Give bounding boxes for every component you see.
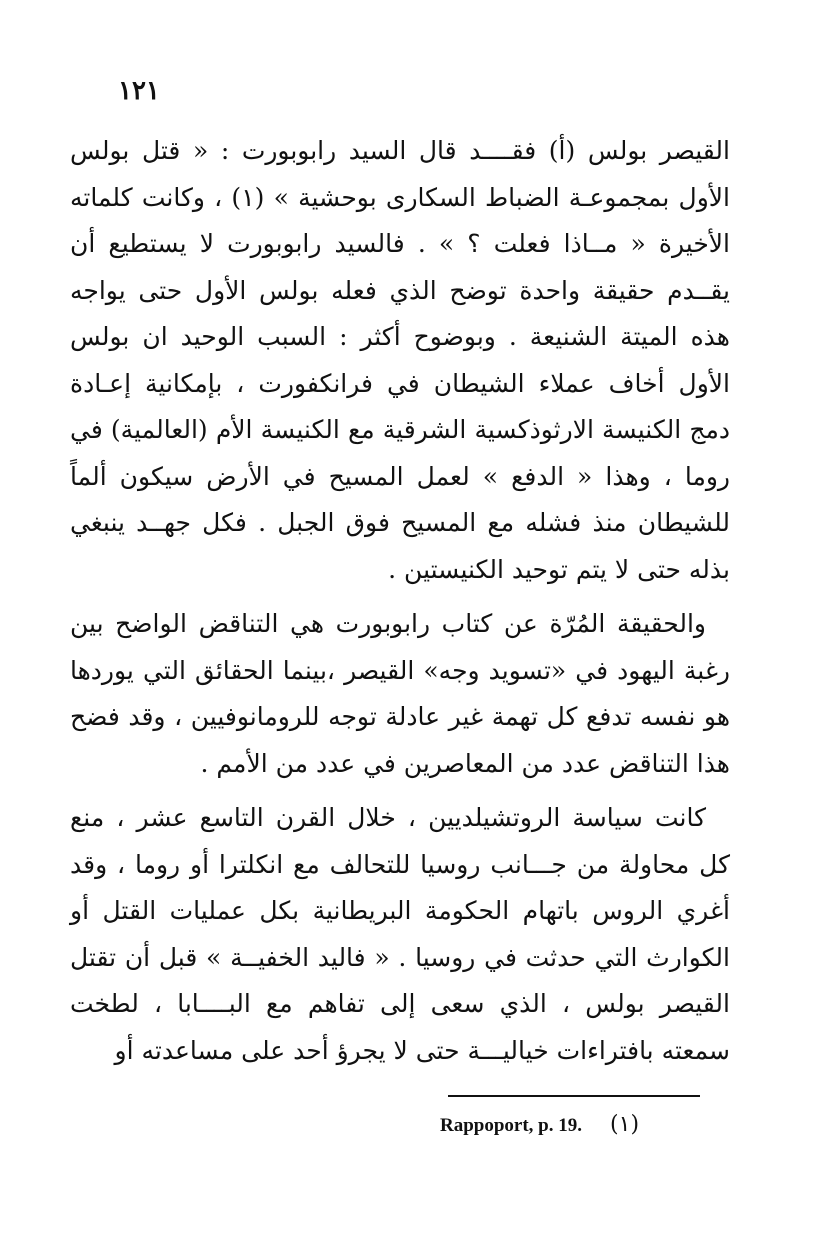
paragraph-3: كانت سياسة الروتشيلديين ، خلال القرن التاسع عشر ، منع كل محاولة من جـــانب روسيا للتحالف مع انكلترا أو روما ، وقد أغري الروس باتهام الحكومة البريطانية بكل عمليات القتل أو الكوارث التي حدثت في روسيا . « فاليد الخفيــة » قبل أن تقتل القيصر بولس ، الذي سعى إلى تفاهم مع البــــابا ، لطخت سمعته بافتراءات خياليـــة حتى لا يجرؤ أحد على مساعدته أو — [70, 803, 730, 1065]
body-text — [70, 128, 730, 1082]
footnote-marker: (١) — [610, 1112, 640, 1137]
paragraph-2: والحقيقة المُرّة عن كتاب رابوبورت هي التناقض الواضح بين رغبة اليهود في «تسويد وجه» القيصر ،بينما الحقائق التي يوردها هو نفسه تدفع كل تهمة غير عادلة توجه للرومانوفيين ، وقد فضح هذا التناقض عدد من المعاصرين في عدد من الأمم . — [70, 609, 730, 778]
footnote — [440, 1112, 639, 1137]
footnote-divider — [448, 1095, 700, 1097]
footnote-source: Rappoport, p. 19. — [440, 1115, 582, 1136]
page-number: ١٢١ — [118, 76, 160, 106]
paragraph-1: القيصر بولس (أ) فقــــد قال السيد رابوبورت : « قتل بولس الأول بمجموعـة الضباط السكارى بوحشية » (١) ، وكانت كلماته الأخيرة « مــاذا فعلت ؟ » . فالسيد رابوبورت لا يستطيع أن يقــدم حقيقة واحدة توضح الذي فعله بولس الأول حتى يواجه هذه الميتة الشنيعة . وبوضوح أكثر : السبب الوحيد ان بولس الأول أخاف عملاء الشيطان في فرانكفورت ، بإمكانية إعـادة دمج الكنيسة الارثوذكسية الشرقية مع الكنيسة الأم (العالمية) في روما ، وهذا « الدفع » لعمل المسيح في الأرض سيكون ألماً للشيطان منذ فشله مع المسيح فوق الجبل . فكل جهــد ينبغي بذله حتى لا يتم توحيد الكنيستين . — [70, 136, 731, 584]
